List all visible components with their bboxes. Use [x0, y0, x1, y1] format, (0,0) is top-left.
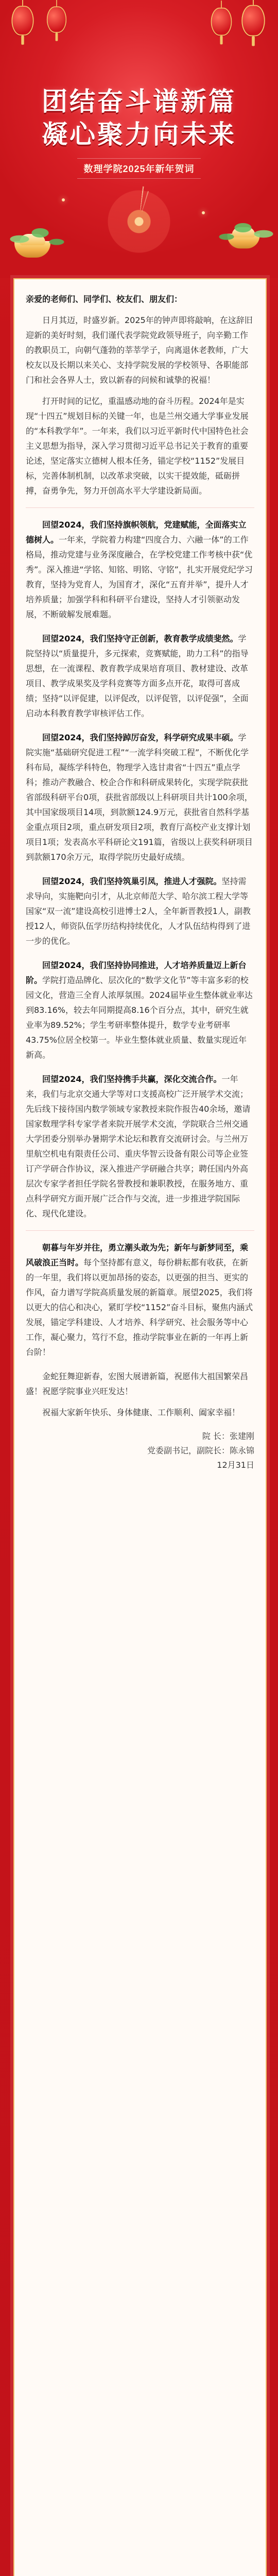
lantern-left-2-icon [47, 6, 66, 32]
wish-paragraph-1: 金蛇狂舞迎新春，宏图大展谱新篇，祝愿伟大祖国繁荣昌盛！祝愿学院事业兴旺发达！ [26, 1371, 249, 1396]
paragraph-1: 日月其迈，时盛岁新。2025年的钟声即将敲响，在这辞旧迎新的美好时刻，我们谨代表学院党政领导班子，向辛勤工作的教职员工，向朝气蓬勃的莘莘学子，向离退休老教师，广大校友以及长期以来关心、支持学院发展的学校领导、各职能部门和社会各界人士，致以新春的问候和诚挚的祝福！ [26, 315, 253, 385]
signature-date: 12月31日 [217, 1460, 254, 1470]
section-3-title: 回望2024，我们坚持踔厉奋发，科学研究成果丰硕。 [42, 733, 238, 742]
lantern-right-2-icon [241, 5, 265, 37]
page-subtitle: 数理学院2025年新年贺词 [77, 158, 200, 179]
section-4 [26, 874, 254, 948]
section-2 [26, 631, 254, 721]
section-7 [26, 1240, 254, 1360]
section-2-body: 学院坚持以“质量提升，多元探索，竞赛赋能，助力工科”的指导思想，在一流课程、教育教学成果培育项目、教材建设、改革项目、教学成果奖及学科竞赛等方面多点开花，取得可喜成绩；坚持“以评促建，以评促改，以评促管，以评促强”，全面启动本科教育教学审核评估工作。 [26, 634, 249, 718]
section-6 [26, 1072, 254, 1221]
greeting-text [14, 279, 266, 2576]
section-4-title: 回望2024，我们坚持筑巢引凤，推进人才强院。 [42, 876, 222, 886]
section-5 [26, 958, 254, 1062]
divider [26, 507, 254, 508]
signature-line-1: 院 长：张建刚 [202, 1431, 254, 1441]
page-title-line-2: 凝心聚力向未来 [42, 119, 236, 149]
section-1 [26, 517, 254, 622]
section-7-body: 每个坚持都有意义，每份耕耘都有收获，在新的一年里，我们将以更加昂扬的姿态，以更强的担当、更实的作风，奋力谱写学院高质量发展的新篇章。展望2025，我们将以更大的信心和决心，紧盯学校“1152”奋斗目标，聚焦内涵式发展，锚定学科建设、人才培养、科学研究、社会服务等中心工作，凝心聚力，笃行不怠，推动学院事业在新的一年再上新台阶！ [26, 1258, 253, 1357]
section-3 [26, 730, 254, 865]
section-5-body: 学院打造品牌化、层次化的“数学文化节”等丰富多彩的校园文化，营造三全育人浓厚氛围。2024届毕业生整体就业率达到83.16%，较去年同期提高8.16个百分点，其中，研究生就业率为89.52%；学生考研率整体提升，数学专业考研率43.75%位居全校第一。毕业生整体就业质量、数量实现近年新高。 [26, 975, 253, 1060]
section-1-body: 一年来，学院着力构建“四度合力、六融一体”的工作格局，推动党建与业务深度融合，在学校党建工作考核中获“优秀”。深入推进“学铭、知铭、明铭、守铭”，扎实开展党纪学习教育，坚持为党育人，为国育才，深化“五育并举”，提升人才培养质量；加强学科和科研平台建设，坚持人才引领驱动发展，不断破解发展难题。 [26, 535, 253, 619]
lantern-left-1-icon [11, 6, 33, 36]
section-4-body: 坚持需求导向，实施靶向引才，从北京师范大学、哈尔滨工程大学等国家“双一流”建设高校引进博士2人，全年新晋教授1人，副教授12人，师资队伍学历结构持续优化，人才队伍结构得到了进一步的优化。 [26, 876, 251, 946]
section-1-title: 回望2024，我们坚持旗帜领航，党建赋能，全面落实立德树人。 [26, 520, 247, 545]
signature-line-2: 党委副书记，副院长：陈永锦 [147, 1446, 254, 1455]
divider [26, 1230, 254, 1231]
section-7-title: 朝暮与年岁并往，勇立潮头敢为先；新年与新梦同至，乘风破浪正当时。 [26, 1243, 249, 1267]
page-title-line-1: 团结奋斗谱新篇 [42, 86, 236, 116]
sparkle-icon [62, 198, 65, 201]
signature-block [26, 1429, 254, 1472]
sparkle-icon [202, 211, 205, 214]
section-3-body: 学院实施“基础研究促进工程”“一流学科突破工程”，不断优化学科布局，凝练学科特色，物理学入选甘肃省“十四五”重点学科；推动产教融合、校企合作和科研成果转化，实现学院获批省部级科研平台0项，获批省部级以上科研项目共计100余项，其中国家级项目14项，到款额124.9万元，获批省自然科学基金重点项目2项，重点研发项目2项，教育厅高校产业支撑计划项目1项；发表高水平科研论文191篇，省级以上获奖科研项目到款额170余万元，取得学院历史最好成绩。 [26, 733, 253, 862]
lantern-right-1-icon [211, 8, 232, 36]
greeting-card [13, 278, 267, 2576]
firework-icon [103, 185, 175, 258]
header-banner [0, 0, 278, 278]
header-title-block [0, 85, 278, 179]
leaves-left-decoration [0, 216, 77, 258]
section-6-body: 一年来，我们与北京交通大学等对口支援高校广泛开展学术交流；先后线下接待国内数学领域专家教授来院作报告40余场，邀请国家数理学科专家学者来院开展学术交流，学院联合兰州交通大学团委分别举办暑期学术论坛和教育交流研讨会。与兰州万里航空机电有限责任公司、重庆华智云设备有限公司等企业签订产学研合作协议，深入推进产学研融合共享；聘任国内外高层次专家学者担任学院名誉教授和兼职教授，在服务地方、重点科学研究方面开展广泛合作与交流，进一步推进学院国际化、现代化建设。 [26, 1074, 251, 1218]
section-2-title: 回望2024，我们坚持守正创新，教育教学成绩斐然。 [42, 634, 238, 643]
greeting-salutation: 亲爱的老师们、同学们、校友们、朋友们： [26, 294, 183, 304]
section-6-title: 回望2024，我们坚持携手共赢，深化交流合作。 [42, 1074, 222, 1084]
paragraph-2: 打开时间的记忆，重温感动地的奋斗历程。2024年是实现“十四五”规划目标的关键一年，也是兰州交通大学事业发展的“本科教学年”。一年来，我们以习近平新时代中国特色社会主义思想为指导，深入学习贯彻习近平总书记关于教育的重要论述，坚定落实立德树人根本任务，锚定学校“1152”发展目标，完善体制机制，以改革求突破，以实干提效能，砥砺拼搏，奋勇争先，努力开创高水平大学建设新局面。 [26, 396, 249, 496]
wish-paragraph-2: 祝福大家新年快乐、身体健康、工作顺利、阖家幸福！ [42, 1408, 240, 1417]
leaves-right-decoration [206, 211, 278, 252]
section-5-title: 回望2024，我们坚持协同推进，人才培养质量迈上新台阶。 [26, 960, 247, 985]
